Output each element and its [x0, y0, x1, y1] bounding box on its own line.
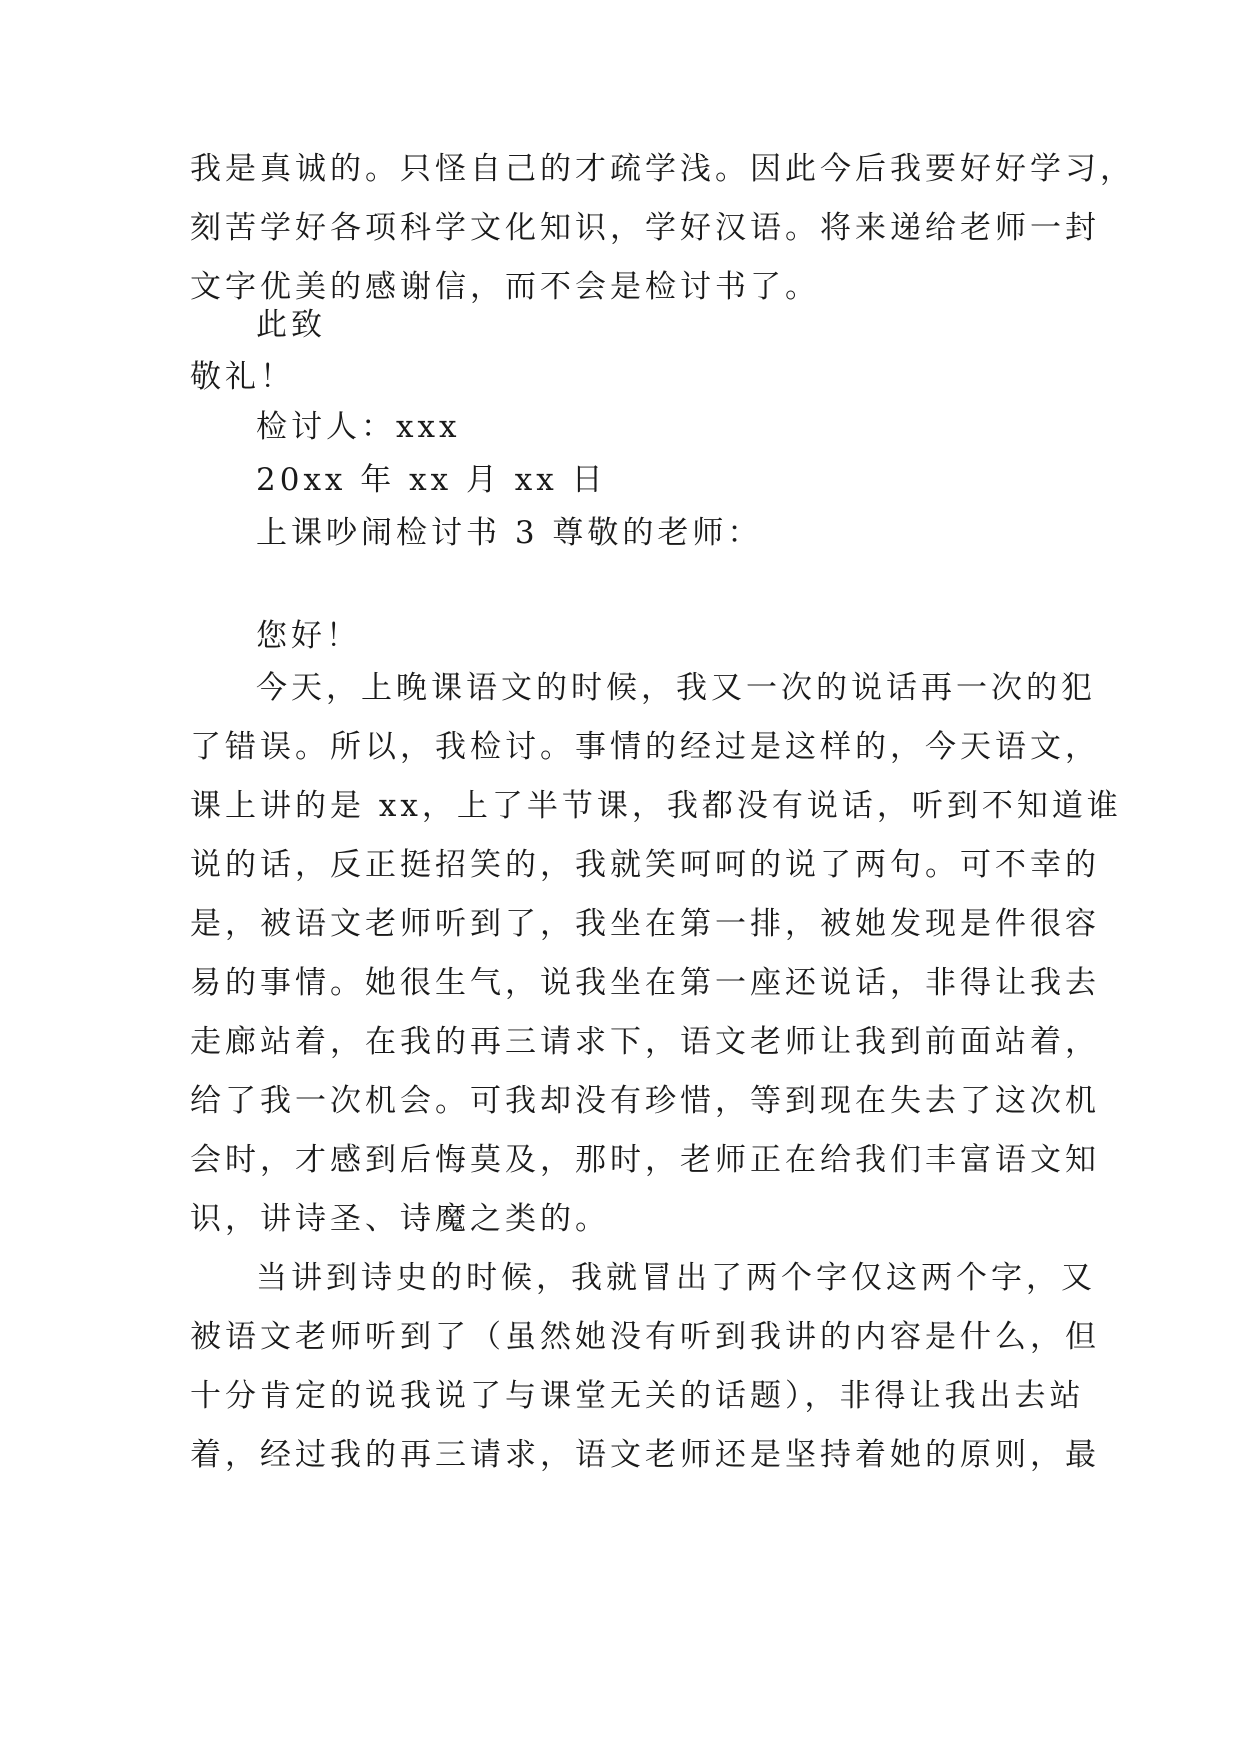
section-heading: 上课吵闹检讨书 3 尊敬的老师：: [256, 515, 763, 551]
text-line: 给了我一次机会。可我却没有珍惜，等到现在失去了这次机: [190, 1083, 1100, 1119]
closing-salutation: 此致: [256, 307, 326, 343]
signature-author: 检讨人：xxx: [256, 409, 461, 445]
text-line: 是，被语文老师听到了，我坐在第一排，被她发现是件很容: [190, 906, 1100, 942]
text-line: 课上讲的是 xx，上了半节课，我都没有说话，听到不知道谁: [190, 788, 1122, 824]
text-line: 说的话，反正挺招笑的，我就笑呵呵的说了两句。可不幸的: [190, 847, 1100, 883]
text-line: 被语文老师听到了（虽然她没有听到我讲的内容是什么，但: [190, 1319, 1100, 1355]
text-line: 走廊站着，在我的再三请求下，语文老师让我到前面站着，: [190, 1024, 1100, 1060]
text-line: 识，讲诗圣、诗魔之类的。: [190, 1201, 610, 1237]
text-line: 十分肯定的说我说了与课堂无关的话题），非得让我出去站: [190, 1378, 1085, 1414]
text-line: 我是真诚的。只怪自己的才疏学浅。因此今后我要好好学习，: [190, 151, 1135, 187]
text-line: 了错误。所以，我检讨。事情的经过是这样的，今天语文，: [190, 729, 1100, 765]
text-line: 刻苦学好各项科学文化知识，学好汉语。将来递给老师一封: [190, 210, 1100, 246]
text-line: 会时，才感到后悔莫及，那时，老师正在给我们丰富语文知: [190, 1142, 1100, 1178]
text-line: 着，经过我的再三请求，语文老师还是坚持着她的原则，最: [190, 1437, 1100, 1473]
closing-respect: 敬礼！: [190, 359, 295, 395]
text-line: 今天，上晚课语文的时候，我又一次的说话再一次的犯: [256, 670, 1096, 706]
signature-date: 20xx 年 xx 月 xx 日: [256, 462, 607, 498]
text-line: 易的事情。她很生气，说我坐在第一座还说话，非得让我去: [190, 965, 1100, 1001]
text-line: 文字优美的感谢信，而不会是检讨书了。: [190, 269, 820, 305]
text-line: 当讲到诗史的时候，我就冒出了两个字仅这两个字，又: [256, 1260, 1096, 1296]
greeting: 您好！: [256, 618, 361, 654]
